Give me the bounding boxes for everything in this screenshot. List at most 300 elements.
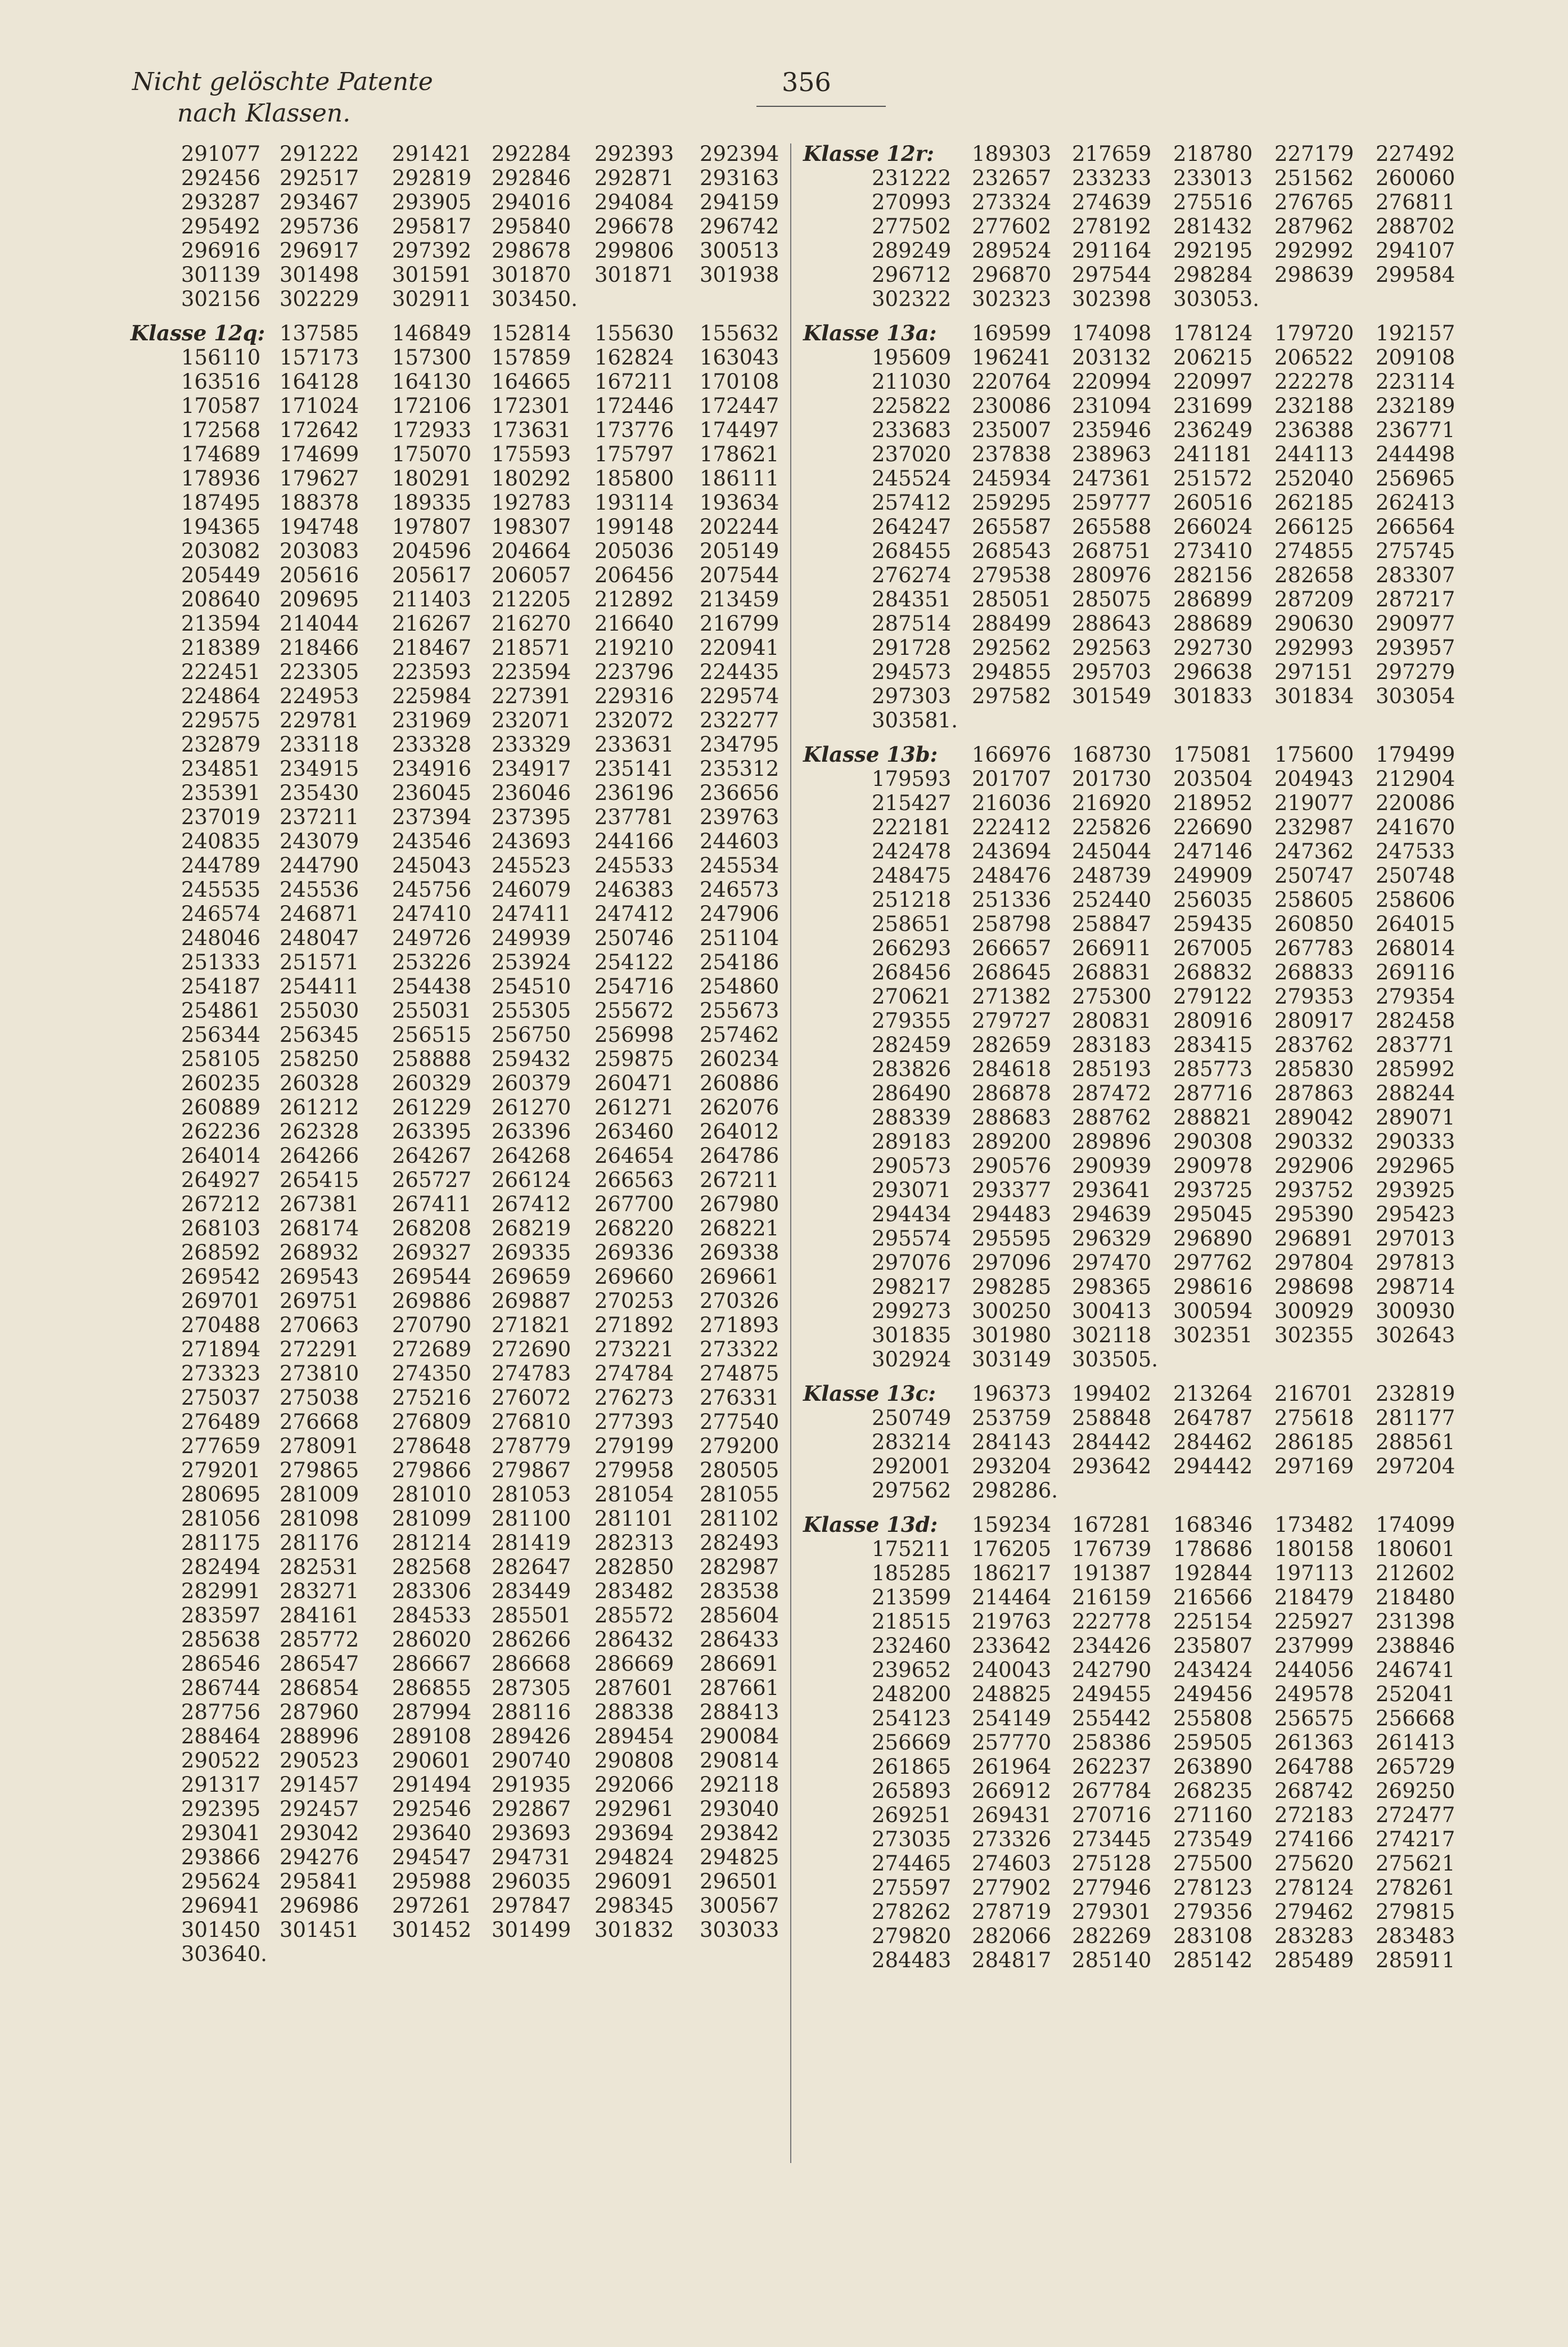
patent-number: 270253 xyxy=(594,1289,674,1313)
patent-number: 240835 xyxy=(181,829,261,853)
patent-number: 163043 xyxy=(700,345,780,370)
patent-number: 292562 xyxy=(972,636,1052,660)
patent-number: 281053 xyxy=(492,1482,571,1507)
number-row xyxy=(181,1095,779,1119)
patent-number: 301452 xyxy=(392,1918,472,1942)
patent-number: 255031 xyxy=(392,999,472,1023)
patent-number: 285142 xyxy=(1173,1948,1253,1972)
patent-number: 262328 xyxy=(280,1119,359,1144)
patent-number: 208640 xyxy=(181,587,261,612)
patent-number: 290308 xyxy=(1173,1130,1253,1154)
patent-number: 292906 xyxy=(1274,1154,1354,1178)
patent-number: 246871 xyxy=(280,902,359,926)
patent-number: 274217 xyxy=(1376,1827,1456,1851)
patent-number: 214044 xyxy=(280,612,359,636)
number-row xyxy=(803,142,1472,166)
number-row xyxy=(181,950,779,974)
patent-number: 297261 xyxy=(392,1894,472,1918)
patent-number: 260235 xyxy=(181,1071,261,1095)
patent-number: 291077 xyxy=(181,142,261,166)
patent-number: 294639 xyxy=(1072,1202,1152,1226)
patent-number: 268833 xyxy=(1274,960,1354,984)
patent-number: 253759 xyxy=(972,1406,1052,1430)
patent-number: 269431 xyxy=(972,1803,1052,1827)
patent-number: 258798 xyxy=(972,912,1052,936)
patent-number: 265727 xyxy=(392,1168,472,1192)
patent-number: 282156 xyxy=(1173,563,1253,587)
number-row xyxy=(803,287,1472,311)
patent-number: 231398 xyxy=(1376,1609,1456,1634)
patent-number: 261271 xyxy=(594,1095,674,1119)
patent-number: 246383 xyxy=(594,878,674,902)
patent-number: 295045 xyxy=(1173,1202,1253,1226)
patent-number: 277502 xyxy=(872,214,952,239)
patent-number: 291494 xyxy=(392,1773,472,1797)
patent-number: 290523 xyxy=(280,1748,359,1773)
patent-number: 293641 xyxy=(1072,1178,1152,1202)
patent-number: 274855 xyxy=(1274,539,1354,563)
number-row xyxy=(130,321,780,345)
patent-number: 295492 xyxy=(181,214,261,239)
patent-number: 284618 xyxy=(972,1057,1052,1081)
patent-number: 229574 xyxy=(700,684,780,708)
patent-number: 235391 xyxy=(181,781,261,805)
patent-number: 203083 xyxy=(280,539,359,563)
patent-number: 254860 xyxy=(700,974,780,999)
patent-number: 297096 xyxy=(972,1251,1052,1275)
patent-number: 293042 xyxy=(280,1821,359,1845)
patent-number: 292456 xyxy=(181,166,261,190)
patent-number: 302351 xyxy=(1173,1323,1253,1347)
patent-number: 250746 xyxy=(594,926,674,950)
number-row xyxy=(803,442,1472,466)
patent-number: 223594 xyxy=(492,660,571,684)
patent-number: 296870 xyxy=(972,263,1052,287)
patent-number: 245535 xyxy=(181,878,261,902)
patent-number: 225822 xyxy=(872,394,952,418)
number-row xyxy=(803,1634,1472,1658)
number-row xyxy=(181,902,779,926)
patent-number: 213599 xyxy=(872,1585,952,1609)
patent-number: 268208 xyxy=(392,1216,472,1240)
patent-number: 254122 xyxy=(594,950,674,974)
patent-number: 168730 xyxy=(1072,743,1152,767)
number-row xyxy=(803,936,1472,960)
patent-number: 197113 xyxy=(1274,1561,1354,1585)
class-label: Klasse 12r: xyxy=(803,141,934,166)
patent-number: 298678 xyxy=(492,239,571,263)
patent-number: 178686 xyxy=(1173,1537,1253,1561)
number-row xyxy=(181,1192,779,1216)
patent-number: 248047 xyxy=(280,926,359,950)
patent-number: 278262 xyxy=(872,1900,952,1924)
patent-number: 233683 xyxy=(872,418,952,442)
patent-number: 225927 xyxy=(1274,1609,1354,1634)
number-row xyxy=(803,1251,1472,1275)
patent-number: 254716 xyxy=(594,974,674,999)
patent-number: 281010 xyxy=(392,1482,472,1507)
patent-number: 286547 xyxy=(280,1652,359,1676)
patent-number: 256965 xyxy=(1376,466,1456,491)
patent-number: 278123 xyxy=(1173,1876,1253,1900)
patent-number: 238963 xyxy=(1072,442,1152,466)
patent-number: 278124 xyxy=(1274,1876,1354,1900)
patent-number: 192844 xyxy=(1173,1561,1253,1585)
number-row xyxy=(181,926,779,950)
number-row xyxy=(803,1382,1472,1406)
patent-number: 273323 xyxy=(181,1361,261,1386)
patent-number: 296742 xyxy=(700,214,780,239)
patent-number: 268932 xyxy=(280,1240,359,1265)
patent-number: 287863 xyxy=(1274,1081,1354,1105)
patent-number: 296712 xyxy=(872,263,952,287)
number-row xyxy=(803,1779,1472,1803)
patent-number: 269338 xyxy=(700,1240,780,1265)
number-row xyxy=(803,1706,1472,1730)
patent-number: 179627 xyxy=(280,466,359,491)
patent-number: 213264 xyxy=(1173,1382,1253,1406)
patent-number: 269701 xyxy=(181,1289,261,1313)
patent-number: 236046 xyxy=(492,781,571,805)
number-row xyxy=(181,684,779,708)
patent-number: 247412 xyxy=(594,902,674,926)
patent-number: 242790 xyxy=(1072,1658,1152,1682)
patent-number: 263460 xyxy=(594,1119,674,1144)
patent-number: 298616 xyxy=(1173,1275,1253,1299)
number-row xyxy=(803,345,1472,370)
patent-number: 293693 xyxy=(492,1821,571,1845)
patent-number: 230086 xyxy=(972,394,1052,418)
number-row xyxy=(803,984,1472,1009)
number-row xyxy=(803,1513,1472,1537)
patent-number: 246079 xyxy=(492,878,571,902)
patent-number: 293041 xyxy=(181,1821,261,1845)
patent-number: 244166 xyxy=(594,829,674,853)
number-row xyxy=(181,190,779,214)
number-row xyxy=(181,587,779,612)
patent-number: 216267 xyxy=(392,612,472,636)
patent-number: 290939 xyxy=(1072,1154,1152,1178)
patent-number: 223796 xyxy=(594,660,674,684)
patent-number: 219077 xyxy=(1274,791,1354,815)
number-row xyxy=(803,1347,1472,1372)
patent-number: 288413 xyxy=(700,1700,780,1724)
patent-number: 176739 xyxy=(1072,1537,1152,1561)
patent-number: 223593 xyxy=(392,660,472,684)
number-row xyxy=(181,1023,779,1047)
patent-number: 256344 xyxy=(181,1023,261,1047)
patent-number: 266563 xyxy=(594,1168,674,1192)
number-row xyxy=(181,287,779,311)
patent-number: 291164 xyxy=(1072,239,1152,263)
patent-number: 247906 xyxy=(700,902,780,926)
patent-class-section xyxy=(803,1513,1472,1972)
number-row xyxy=(181,1434,779,1458)
number-row xyxy=(181,1821,779,1845)
patent-number: 212602 xyxy=(1376,1561,1456,1585)
patent-number: 233631 xyxy=(594,732,674,757)
patent-number: 236249 xyxy=(1173,418,1253,442)
number-row xyxy=(803,1585,1472,1609)
patent-number: 205449 xyxy=(181,563,261,587)
number-row xyxy=(803,1454,1472,1478)
patent-number: 287472 xyxy=(1072,1081,1152,1105)
patent-number: 268455 xyxy=(872,539,952,563)
patent-number: 273326 xyxy=(972,1827,1052,1851)
patent-number: 296890 xyxy=(1173,1226,1253,1251)
patent-number: 224864 xyxy=(181,684,261,708)
patent-number: 290332 xyxy=(1274,1130,1354,1154)
patent-number: 293163 xyxy=(700,166,780,190)
patent-number: 206522 xyxy=(1274,345,1354,370)
patent-number: 248200 xyxy=(872,1682,952,1706)
patent-number: 164128 xyxy=(280,370,359,394)
number-row xyxy=(181,1337,779,1361)
patent-number: 301835 xyxy=(872,1323,952,1347)
patent-number: 222778 xyxy=(1072,1609,1152,1634)
patent-number: 286691 xyxy=(700,1652,780,1676)
patent-number: 279353 xyxy=(1274,984,1354,1009)
number-row xyxy=(181,1458,779,1482)
patent-number: 292546 xyxy=(392,1797,472,1821)
patent-number: 185800 xyxy=(594,466,674,491)
patent-number: 251572 xyxy=(1173,466,1253,491)
patent-number: 231699 xyxy=(1173,394,1253,418)
patent-number: 174689 xyxy=(181,442,261,466)
patent-number: 246574 xyxy=(181,902,261,926)
patent-number: 267783 xyxy=(1274,936,1354,960)
patent-number: 290573 xyxy=(872,1154,952,1178)
patent-number: 288561 xyxy=(1376,1430,1456,1454)
patent-number: 302118 xyxy=(1072,1323,1152,1347)
patent-number: 292965 xyxy=(1376,1154,1456,1178)
number-row xyxy=(181,1265,779,1289)
patent-number: 173482 xyxy=(1274,1513,1354,1537)
patent-number: 282531 xyxy=(280,1555,359,1579)
patent-number: 298345 xyxy=(594,1894,674,1918)
patent-number: 267700 xyxy=(594,1192,674,1216)
number-row xyxy=(803,636,1472,660)
number-row xyxy=(803,1478,1472,1503)
patent-number: 252041 xyxy=(1376,1682,1456,1706)
patent-number: 237395 xyxy=(492,805,571,829)
patent-number: 294573 xyxy=(872,660,952,684)
patent-number: 236388 xyxy=(1274,418,1354,442)
patent-number: 290977 xyxy=(1376,612,1456,636)
number-row xyxy=(181,1555,779,1579)
patent-number: 301832 xyxy=(594,1918,674,1942)
patent-number: 277659 xyxy=(181,1434,261,1458)
patent-number: 220997 xyxy=(1173,370,1253,394)
patent-number: 249456 xyxy=(1173,1682,1253,1706)
patent-number: 280695 xyxy=(181,1482,261,1507)
patent-number: 171024 xyxy=(280,394,359,418)
patent-number: 260234 xyxy=(700,1047,780,1071)
patent-number: 264012 xyxy=(700,1119,780,1144)
patent-number: 287994 xyxy=(392,1700,472,1724)
patent-number: 275037 xyxy=(181,1386,261,1410)
patent-number: 172447 xyxy=(700,394,780,418)
patent-number: 255305 xyxy=(492,999,571,1023)
patent-number: 268751 xyxy=(1072,539,1152,563)
patent-number: 282987 xyxy=(700,1555,780,1579)
patent-number: 245523 xyxy=(492,853,571,878)
patent-number: 244498 xyxy=(1376,442,1456,466)
patent-number: 218466 xyxy=(280,636,359,660)
patent-number: 245756 xyxy=(392,878,472,902)
patent-number: 269543 xyxy=(280,1265,359,1289)
patent-number: 232072 xyxy=(594,708,674,732)
patent-class-section xyxy=(803,321,1472,732)
patent-number: 254438 xyxy=(392,974,472,999)
patent-number: 236196 xyxy=(594,781,674,805)
patent-number: 278091 xyxy=(280,1434,359,1458)
patent-number: 286490 xyxy=(872,1081,952,1105)
patent-number: 254861 xyxy=(181,999,261,1023)
patent-number: 269327 xyxy=(392,1240,472,1265)
number-row xyxy=(181,1579,779,1603)
patent-number: 288116 xyxy=(492,1700,571,1724)
patent-number: 271892 xyxy=(594,1313,674,1337)
patent-number: 226690 xyxy=(1173,815,1253,839)
patent-number: 250749 xyxy=(872,1406,952,1430)
patent-number: 296941 xyxy=(181,1894,261,1918)
patent-number: 192783 xyxy=(492,491,571,515)
patent-number: 289249 xyxy=(872,239,952,263)
number-row xyxy=(803,767,1472,791)
patent-number: 269661 xyxy=(700,1265,780,1289)
patent-number: 243694 xyxy=(972,839,1052,864)
patent-number: 285604 xyxy=(700,1603,780,1627)
patent-number: 267412 xyxy=(492,1192,571,1216)
class-label: Klasse 13a: xyxy=(803,321,937,345)
patent-number: 298284 xyxy=(1173,263,1253,287)
patent-number: 189303 xyxy=(972,142,1052,166)
patent-number: 243546 xyxy=(392,829,472,853)
patent-number: 246573 xyxy=(700,878,780,902)
patent-number: 285140 xyxy=(1072,1948,1152,1972)
patent-number: 260889 xyxy=(181,1095,261,1119)
patent-number: 256998 xyxy=(594,1023,674,1047)
patent-number: 234851 xyxy=(181,757,261,781)
patent-number: 218389 xyxy=(181,636,261,660)
patent-number: 173776 xyxy=(594,418,674,442)
patent-number: 290576 xyxy=(972,1154,1052,1178)
patent-number: 255442 xyxy=(1072,1706,1152,1730)
patent-number: 254149 xyxy=(972,1706,1052,1730)
patent-number: 289426 xyxy=(492,1724,571,1748)
number-row xyxy=(803,563,1472,587)
patent-number: 290814 xyxy=(700,1748,780,1773)
patent-number: 203082 xyxy=(181,539,261,563)
patent-number: 254123 xyxy=(872,1706,952,1730)
patent-number: 219210 xyxy=(594,636,674,660)
patent-number: 279866 xyxy=(392,1458,472,1482)
patent-number: 295390 xyxy=(1274,1202,1354,1226)
patent-number: 276274 xyxy=(872,563,952,587)
patent-number: 289108 xyxy=(392,1724,472,1748)
patent-number: 276489 xyxy=(181,1410,261,1434)
patent-number: 260516 xyxy=(1173,491,1253,515)
patent-number: 187495 xyxy=(181,491,261,515)
patent-number: 268543 xyxy=(972,539,1052,563)
number-row xyxy=(181,1627,779,1652)
patent-number: 281055 xyxy=(700,1482,780,1507)
patent-number: 268103 xyxy=(181,1216,261,1240)
patent-number: 269335 xyxy=(492,1240,571,1265)
patent-number: 231222 xyxy=(872,166,952,190)
patent-number: 295595 xyxy=(972,1226,1052,1251)
patent-number: 286669 xyxy=(594,1652,674,1676)
patent-number: 240043 xyxy=(972,1658,1052,1682)
patent-number: 283449 xyxy=(492,1579,571,1603)
patent-number: 302911 xyxy=(392,287,472,311)
patent-number: 264015 xyxy=(1376,912,1456,936)
patent-number: 303054 xyxy=(1376,684,1456,708)
patent-number: 287217 xyxy=(1376,587,1456,612)
patent-number: 278261 xyxy=(1376,1876,1456,1900)
patent-number: 283415 xyxy=(1173,1033,1253,1057)
patent-number: 269659 xyxy=(492,1265,571,1289)
patent-number: 244789 xyxy=(181,853,261,878)
patent-number: 276810 xyxy=(492,1410,571,1434)
patent-number: 189335 xyxy=(392,491,472,515)
patent-number: 216701 xyxy=(1274,1382,1354,1406)
patent-number: 247361 xyxy=(1072,466,1152,491)
patent-number: 267005 xyxy=(1173,936,1253,960)
patent-number: 292846 xyxy=(492,166,571,190)
patent-number: 257770 xyxy=(972,1730,1052,1755)
patent-number: 271893 xyxy=(700,1313,780,1337)
patent-number: 288499 xyxy=(972,612,1052,636)
patent-number: 286744 xyxy=(181,1676,261,1700)
patent-number: 259777 xyxy=(1072,491,1152,515)
patent-number: 290808 xyxy=(594,1748,674,1773)
patent-number: 289896 xyxy=(1072,1130,1152,1154)
patent-number: 260329 xyxy=(392,1071,472,1095)
patent-number: 281101 xyxy=(594,1507,674,1531)
patent-number: 268220 xyxy=(594,1216,674,1240)
patent-number: 296678 xyxy=(594,214,674,239)
patent-number: 191387 xyxy=(1072,1561,1152,1585)
patent-number: 263396 xyxy=(492,1119,571,1144)
patent-number: 204596 xyxy=(392,539,472,563)
patent-number: 280916 xyxy=(1173,1009,1253,1033)
patent-number: 289200 xyxy=(972,1130,1052,1154)
patent-number: 297013 xyxy=(1376,1226,1456,1251)
patent-number: 197807 xyxy=(392,515,472,539)
patent-number: 192157 xyxy=(1376,321,1456,345)
patent-number: 303505. xyxy=(1072,1347,1159,1372)
patent-number: 162824 xyxy=(594,345,674,370)
patent-number: 292992 xyxy=(1274,239,1354,263)
patent-number: 287661 xyxy=(700,1676,780,1700)
patent-class-section xyxy=(803,743,1472,1372)
patent-number: 159234 xyxy=(972,1513,1052,1537)
number-row xyxy=(803,1682,1472,1706)
number-row xyxy=(181,660,779,684)
patent-number: 199402 xyxy=(1072,1382,1152,1406)
patent-number: 265729 xyxy=(1376,1755,1456,1779)
patent-number: 294483 xyxy=(972,1202,1052,1226)
patent-number: 258847 xyxy=(1072,912,1152,936)
patent-number: 218952 xyxy=(1173,791,1253,815)
patent-number: 293905 xyxy=(392,190,472,214)
number-row xyxy=(803,515,1472,539)
patent-number: 250747 xyxy=(1274,864,1354,888)
number-row xyxy=(803,888,1472,912)
number-row xyxy=(803,1406,1472,1430)
